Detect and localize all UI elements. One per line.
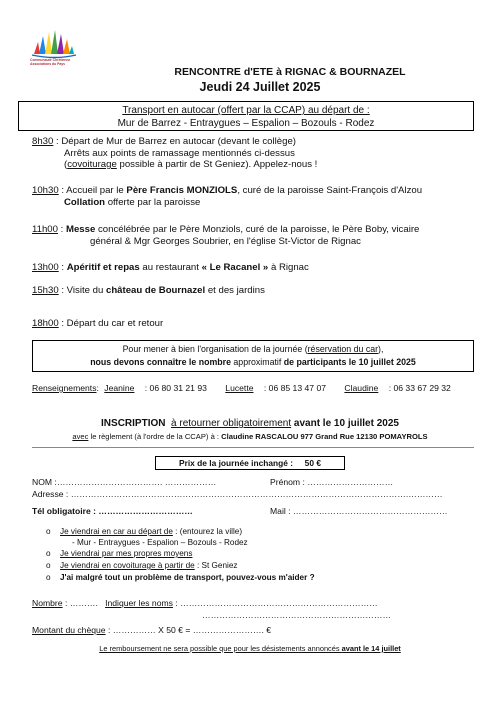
mail-field[interactable]: Mail : ……………………………………………… — [270, 506, 448, 516]
city-list: - Mur - Entraygues - Espalion – Bozouls - Rodez — [72, 538, 248, 547]
nom-field[interactable]: NOM :………………………………. ……………… — [32, 477, 217, 487]
program-item-1300: 13h00 : Apéritif et repas au restaurant « Le Racanel » à Rignac — [32, 262, 309, 273]
choice-car[interactable]: o Je viendrai en car au départ de : (entourez la ville) — [46, 527, 243, 536]
inscription-address: avec le règlement (à l'ordre de la CCAP) à : Claudine RASCALOU 977 Grand Rue 12130 POMAYROLS — [72, 432, 428, 441]
choice-help[interactable]: o J'ai malgré tout un problème de transport, pouvez-vous m'aider ? — [46, 573, 315, 582]
montant-field[interactable]: Montant du chèque : …………… X 50 € = ……………………. € — [32, 625, 272, 635]
event-date: Jeudi 24 Juillet 2025 — [199, 80, 321, 94]
contacts: Renseignements: Jeanine : 06 80 31 21 93 Lucette : 06 85 13 47 07 Claudine : 06 33 67 29 32 — [32, 383, 451, 393]
program-covoit: (covoiturage possible à partir de St Geniez). Appelez-nous ! — [64, 159, 318, 170]
logo-caption: Communauté Chrétienne Associations du Pays — [30, 58, 71, 66]
nombre-field[interactable]: Nombre : ………. Indiquer les noms : …………………………………………………………… — [32, 598, 378, 608]
refund-note: Le remboursement ne sera possible que pour les désistements annoncés avant le 14 juillet — [99, 644, 401, 653]
program-item-0830 — [32, 136, 317, 171]
noms-field-line2[interactable]: ………………………………………………………… — [202, 610, 392, 620]
price-box: Prix de la journée inchangé : 50 € — [155, 456, 345, 470]
transport-line2: Mur de Barrez - Entraygues – Espalion – Bozouls - Rodez — [117, 118, 375, 129]
choice-covoiturage[interactable]: o Je viendrai en covoiturage à partir de : St Geniez — [46, 561, 238, 570]
program-arrets: Arrêts aux points de ramassage mentionnés ci-dessus — [64, 147, 295, 159]
tel-field[interactable]: Tél obligatoire : …………………………… — [32, 506, 193, 516]
prenom-field[interactable]: Prénom : ………………………… — [270, 477, 394, 487]
adresse-field[interactable]: Adresse : ……………………………………………………………………………………………………….………… — [32, 489, 443, 499]
transport-box — [18, 101, 474, 131]
organisation-box: Pour mener à bien l'organisation de la journée (réservation du car), nous devons connaître le nombre approximatif de participants le 10 juillet 2025 — [32, 340, 474, 372]
event-title: RENCONTRE d'ETE à RIGNAC & BOURNAZEL — [174, 66, 406, 78]
divider — [32, 447, 474, 448]
inscription-heading: INSCRIPTION à retourner obligatoirement avant le 10 juillet 2025 — [101, 418, 399, 429]
choice-own-means[interactable]: o Je viendrai par mes propres moyens — [46, 549, 193, 558]
program-item-1800: 18h00 : Départ du car et retour — [32, 318, 164, 329]
program-item-1530: 15h30 : Visite du château de Bournazel et des jardins — [32, 285, 265, 296]
program-item-1030: 10h30 : Accueil par le Père Francis MONZIOLS, curé de la paroisse Saint-François d'Alzou Collation offerte par la paroisse — [32, 185, 423, 208]
program-text: : Départ de Mur de Barrez en autocar (devant le collège) — [53, 136, 296, 147]
program-time: 8h30 — [32, 136, 54, 147]
transport-line1: Transport en autocar (offert par la CCAP) au départ de : — [122, 105, 370, 116]
program-item-1100: 11h00 : Messe concélébrée par le Père Monziols, curé de la paroisse, le Père Boby, vicaire général & Mgr Georges Soubrier, en l'église St-Victor de Rignac — [32, 224, 420, 247]
